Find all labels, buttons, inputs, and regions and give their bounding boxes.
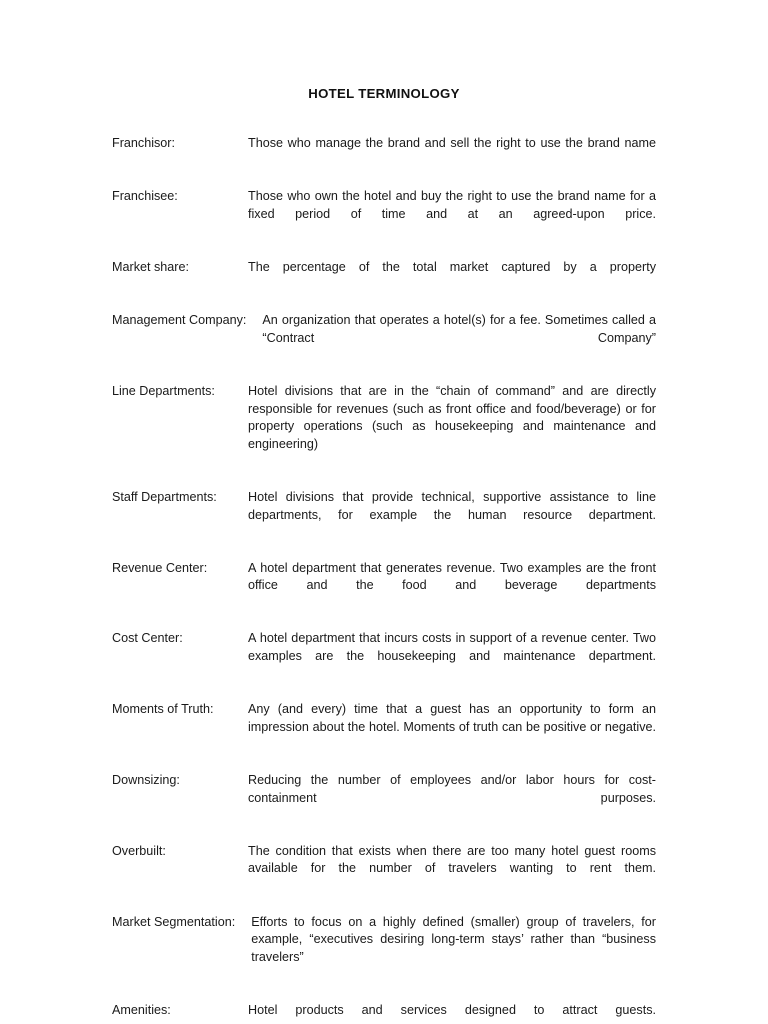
term-label: Revenue Center:	[112, 560, 208, 575]
term-definition: Efforts to focus on a highly defined (smaller) group of travelers, for example, “executives desiring long-term stays’ rather than “business travelers”	[251, 914, 656, 964]
term-definition: Those who own the hotel and buy the right to use the brand name for a fixed period of time and at an agreed-upon price.	[248, 189, 656, 221]
term-row	[112, 914, 656, 984]
term-label: Line Departments:	[112, 383, 215, 398]
term-label: Market Segmentation:	[112, 914, 236, 929]
term-definition: Those who manage the brand and sell the right to use the brand name	[248, 136, 656, 150]
document-body	[112, 86, 656, 1024]
term-row	[112, 135, 656, 170]
term-definition: Any (and every) time that a guest has an opportunity to form an impression about the hotel. Moments of truth can be positive or negative.	[248, 702, 656, 734]
term-row	[112, 383, 656, 471]
terminology-list	[112, 135, 656, 1024]
term-label: Cost Center:	[112, 631, 183, 646]
term-definition: The condition that exists when there are too many hotel guest rooms available for the number of travelers wanting to rent them.	[248, 843, 656, 876]
term-row	[112, 630, 656, 683]
term-definition: A hotel department that generates revenue. Two examples are the front office and the food and beverage departments	[248, 560, 656, 593]
term-row	[112, 772, 656, 825]
term-label: Overbuilt:	[112, 843, 166, 858]
term-row	[112, 1002, 656, 1024]
term-definition: Hotel divisions that are in the “chain of command” and are directly responsible for revenues (such as front office and food/beverage) or for property operations (such as housekeeping and maintenance and engineering)	[248, 383, 656, 451]
term-definition: Hotel divisions that provide technical, supportive assistance to line departments, for example the human resource department.	[248, 489, 656, 522]
term-row	[112, 560, 656, 613]
term-definition: An organization that operates a hotel(s) for a fee. Sometimes called a “Contract Company”	[262, 313, 656, 345]
term-definition: Reducing the number of employees and/or labor hours for cost-containment purposes.	[248, 773, 656, 805]
term-label: Amenities:	[112, 1002, 171, 1017]
term-label: Downsizing:	[112, 773, 180, 788]
term-label: Moments of Truth:	[112, 702, 214, 717]
term-definition: The percentage of the total market captured by a property	[248, 259, 656, 274]
page-title: HOTEL TERMINOLOGY	[308, 86, 460, 101]
term-row	[112, 489, 656, 542]
term-label: Franchisee:	[112, 189, 178, 204]
term-definition: A hotel department that incurs costs in support of a revenue center. Two examples are the housekeeping and maintenance department.	[248, 631, 656, 664]
term-label: Market share:	[112, 259, 189, 274]
term-row	[112, 259, 656, 294]
term-row	[112, 188, 656, 241]
term-definition: Hotel products and services designed to attract guests.	[248, 1002, 656, 1017]
term-row	[112, 843, 656, 896]
term-row	[112, 312, 656, 365]
term-label: Staff Departments:	[112, 489, 217, 504]
term-label: Franchisor:	[112, 136, 175, 150]
term-row	[112, 701, 656, 754]
term-label: Management Company:	[112, 313, 247, 328]
